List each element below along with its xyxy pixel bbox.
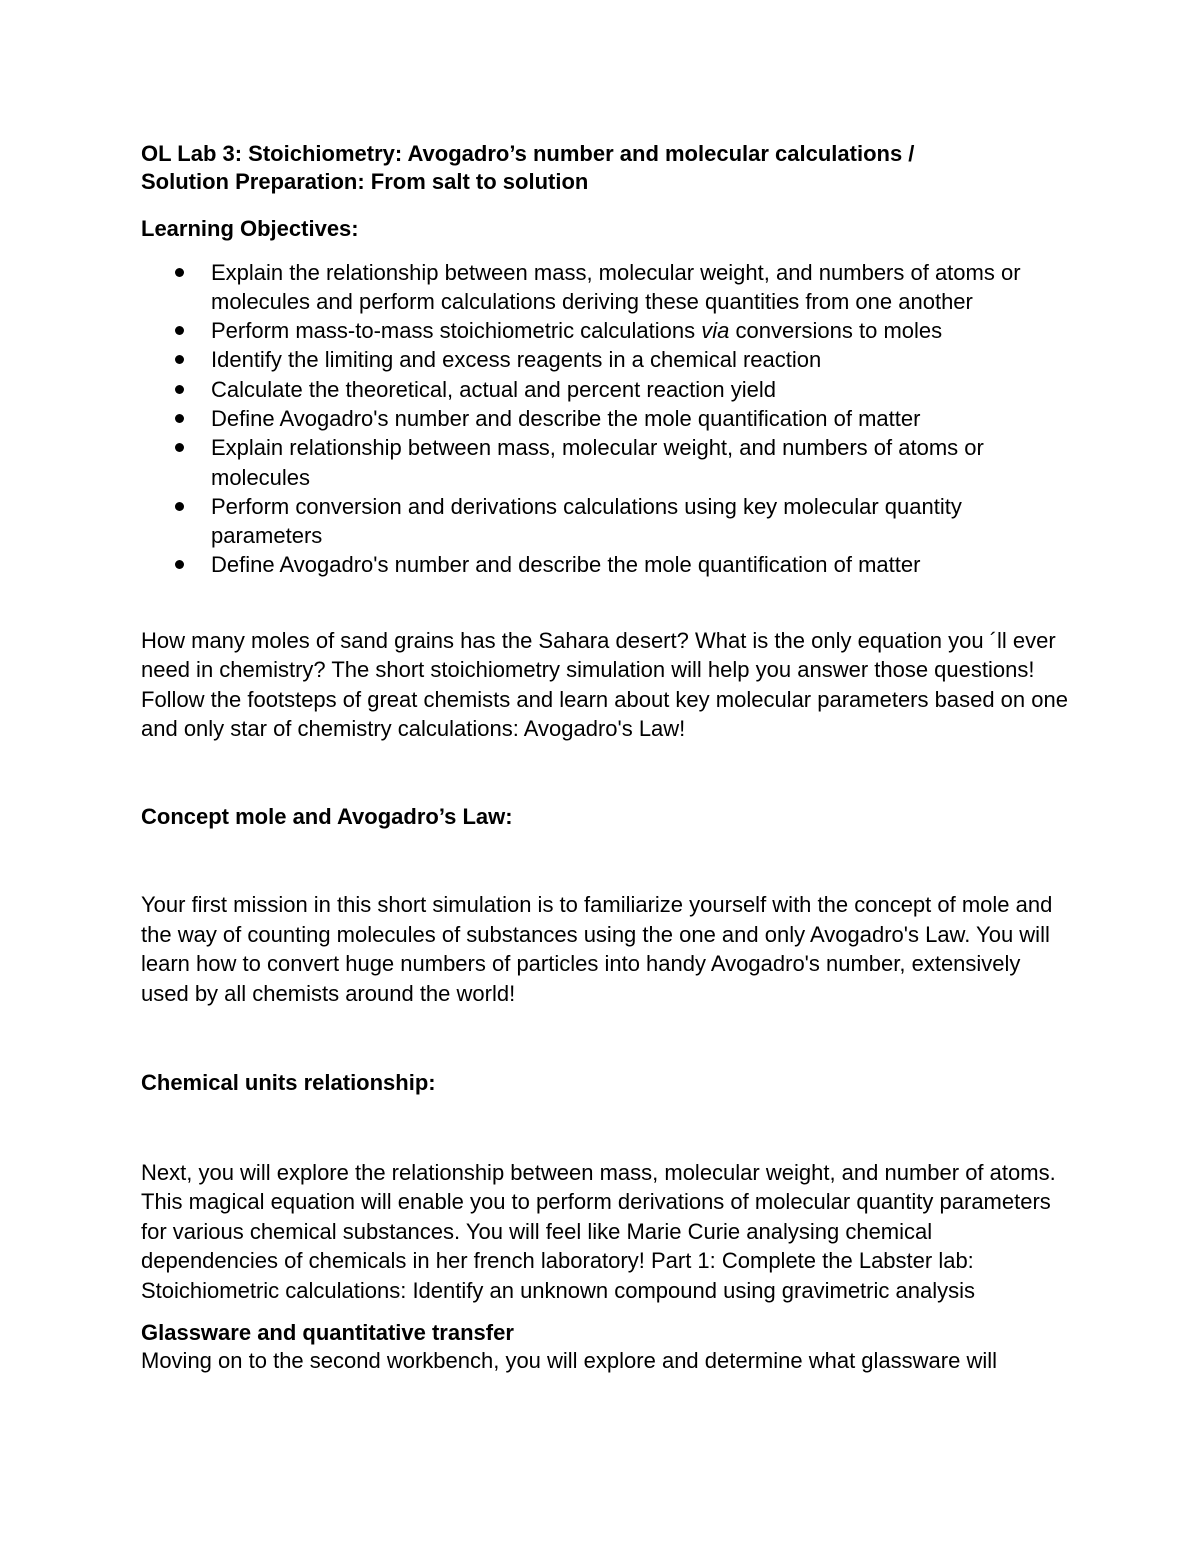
list-item [141,316,1071,345]
bullet-icon [175,268,184,277]
objective-text: Explain relationship between mass, molecular weight, and numbers of atoms or molecules [211,435,984,490]
document-page [141,140,1071,1376]
list-item [141,375,1071,404]
objective-text-italic: via [701,318,730,344]
objective-text-before: Perform mass-to-mass stoichiometric calculations [211,318,702,344]
units-heading: Chemical units relationship: [141,1070,436,1096]
learning-objectives-heading: Learning Objectives: [141,216,359,241]
list-item [141,433,1071,492]
glassware-heading: Glassware and quantitative transfer [141,1320,514,1346]
objective-text: Define Avogadro's number and describe the mole quantification of matter [211,552,921,578]
bullet-icon [175,560,184,569]
intro-paragraph: How many moles of sand grains has the Sahara desert? What is the only equation you ´ll ever need in chemistry? The short stoichiometry simulation will help you answer those questions! Follow the footsteps of great chemists and learn about key molecular parameters based on one and only star of chemistry calculations: Avogadro's Law! [141,627,1068,742]
objective-text: Perform conversion and derivations calculations using key molecular quantity parameters [211,493,962,549]
list-item [141,492,1071,551]
concept-heading: Concept mole and Avogadro’s Law: [141,803,513,829]
bullet-icon [175,355,184,364]
objective-text: Explain the relationship between mass, molecular weight, and numbers of atoms or molecules and perform calculations deriving these quantities from one another [211,259,1021,314]
bullet-icon [175,443,184,452]
document-title [141,140,1071,196]
list-item [141,258,1071,317]
objective-text: Identify the limiting and excess reagents in a chemical reaction [211,347,822,373]
concept-paragraph: Your first mission in this short simulation is to familiarize yourself with the concept of mole and the way of counting molecules of substances using the one and only Avogadro's Law. You will learn how to convert huge numbers of particles into handy Avogadro's number, extensively used by all chemists around the world! [141,892,1053,1006]
glassware-paragraph: Moving on to the second workbench, you will explore and determine what glassware will [141,1348,998,1374]
units-paragraph: Next, you will explore the relationship between mass, molecular weight, and number of atoms. This magical equation will enable you to perform derivations of molecular quantity parameters for various chemical substances. You will feel like Marie Curie analysing chemical dependencies of chemicals in her french laboratory! Part 1: Complete the Labster lab: Stoichiometric calculations: Identify an unknown compound using gravimetric analysis [141,1159,1056,1303]
objective-text-after: conversions to moles [729,318,943,344]
objective-text: Calculate the theoretical, actual and percent reaction yield [211,376,777,402]
bullet-icon [175,502,184,511]
bullet-icon [175,326,184,335]
bullet-icon [175,385,184,394]
bullet-icon [175,414,184,423]
list-item [141,550,1071,579]
list-item [141,345,1071,374]
objective-text: Define Avogadro's number and describe the mole quantification of matter [211,405,921,431]
learning-objectives-list [141,258,1071,580]
list-item [141,404,1071,433]
title-line-1: OL Lab 3: Stoichiometry: Avogadro’s number and molecular calculations / [141,141,915,166]
title-line-2: Solution Preparation: From salt to solution [141,169,589,194]
